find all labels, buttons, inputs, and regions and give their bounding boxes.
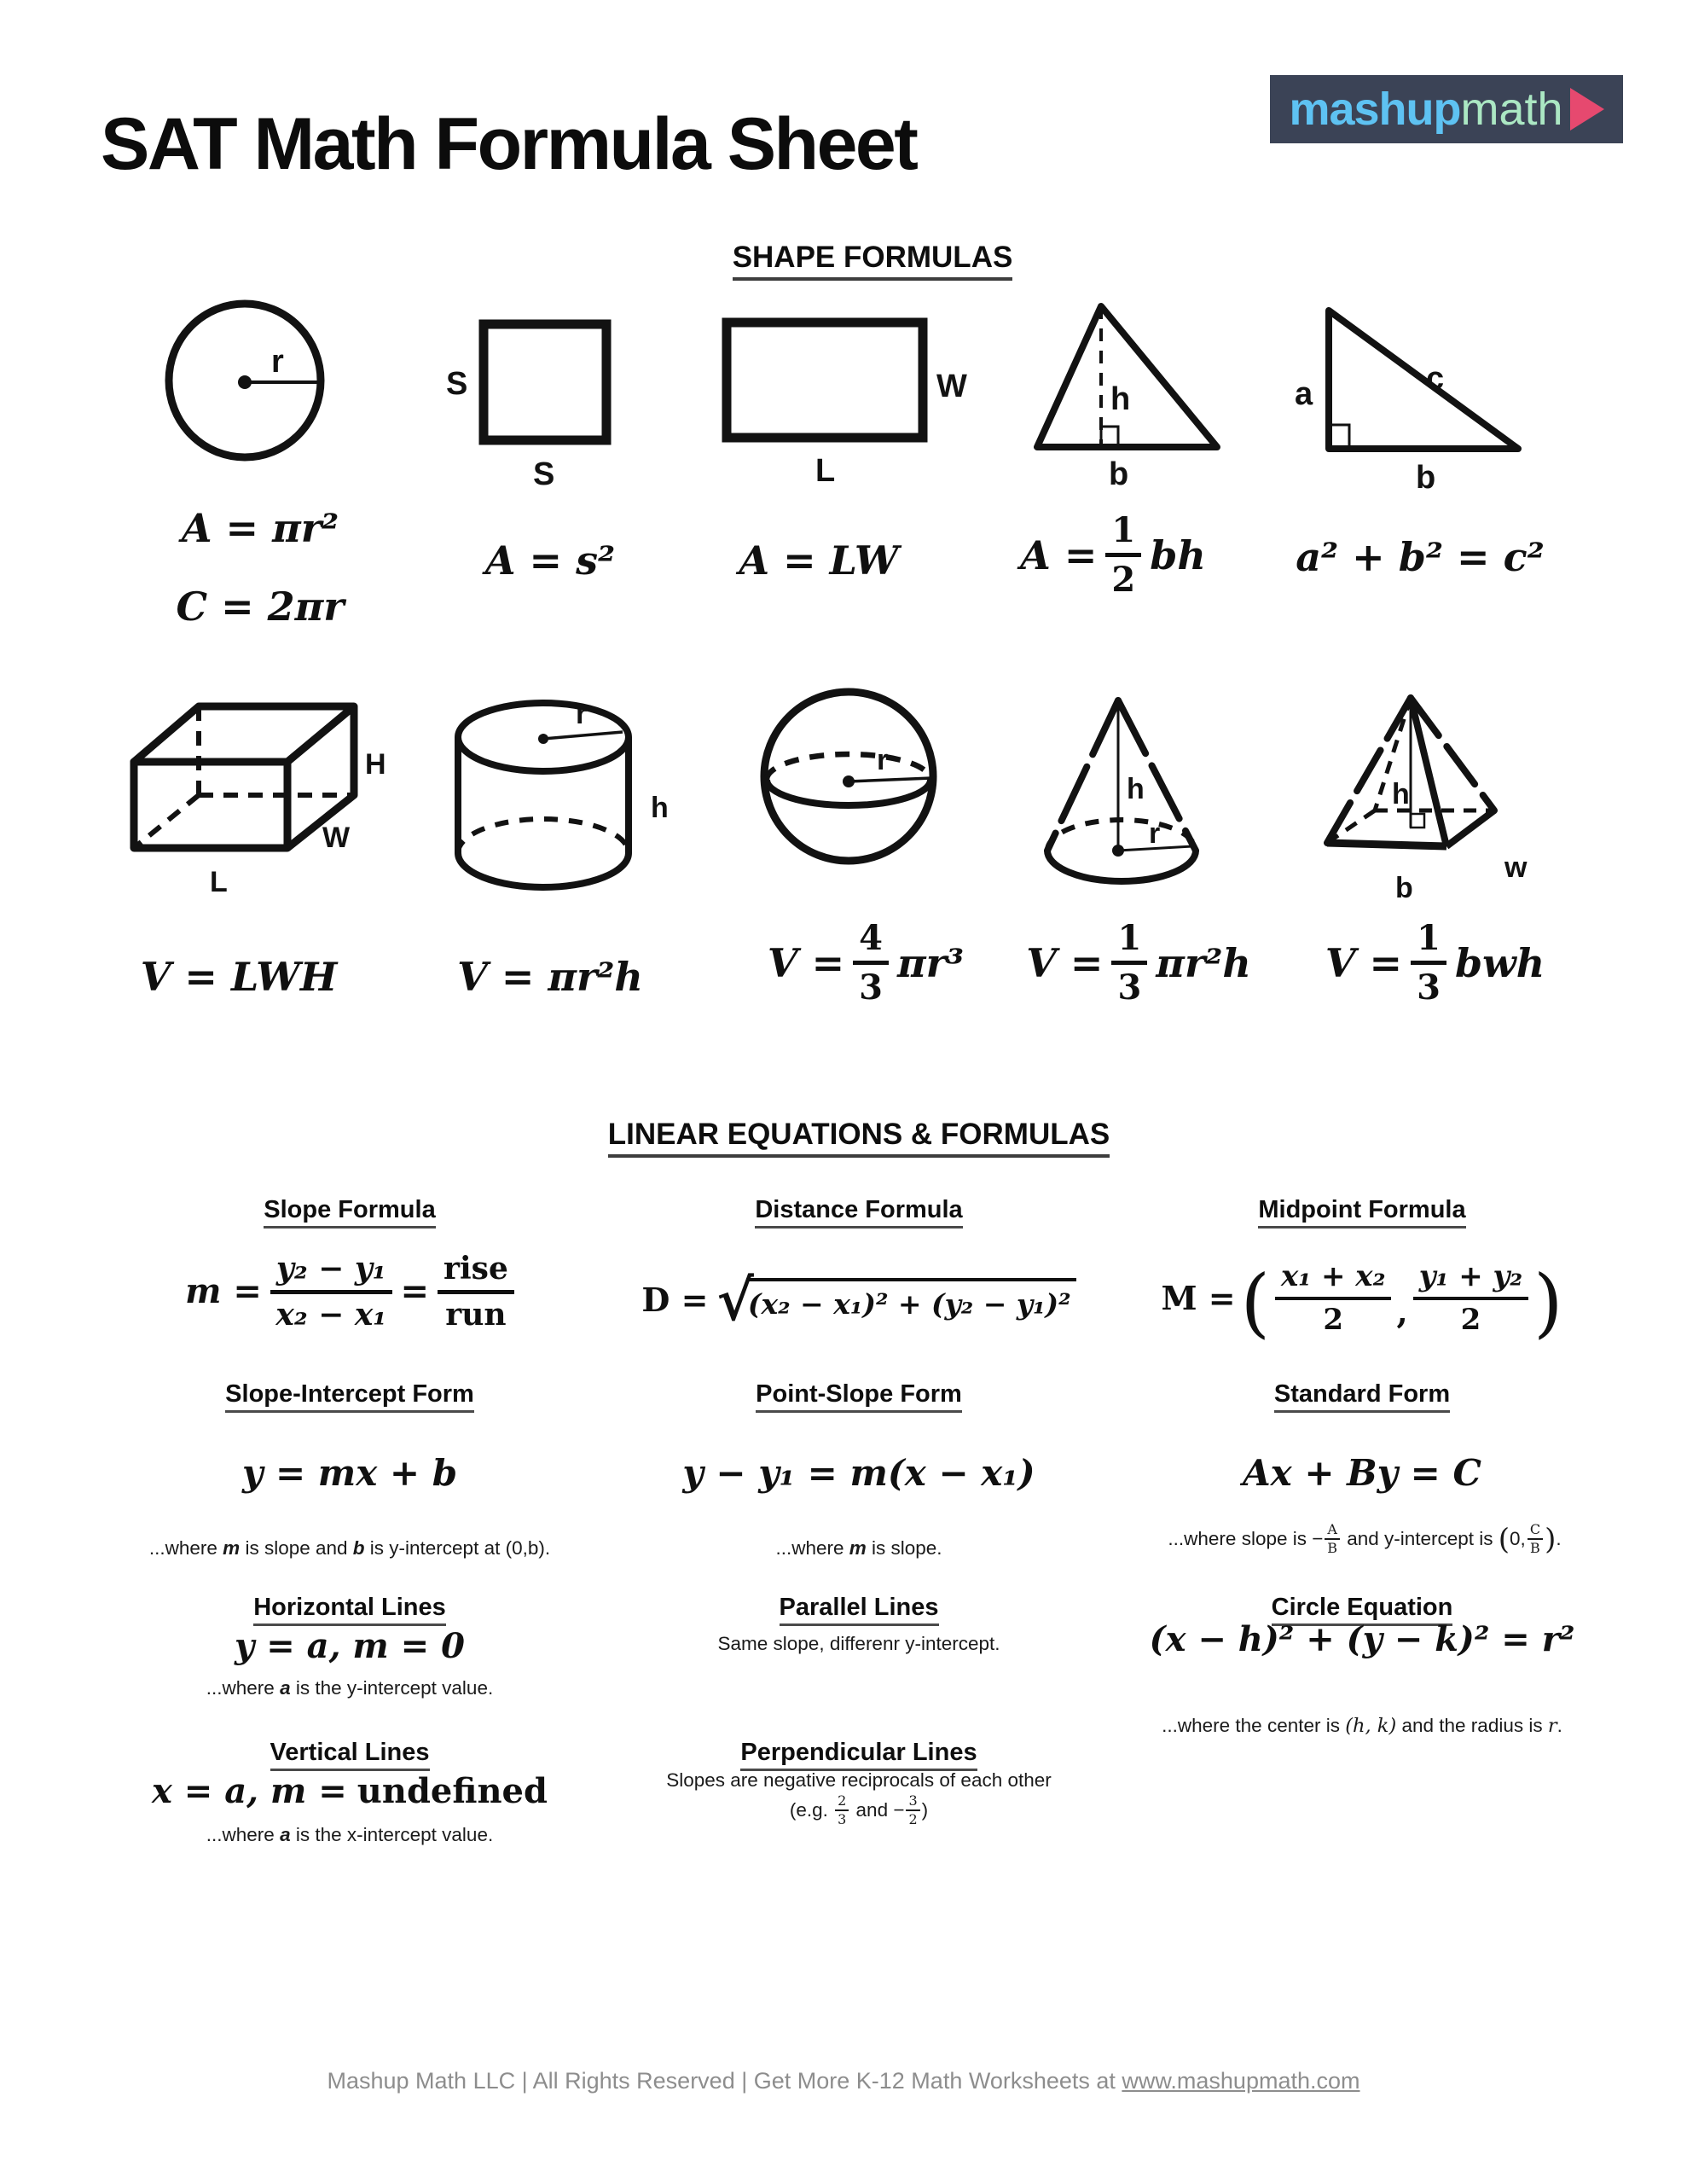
horizontal-lines-formula: y = a, m = 0 [235, 1626, 465, 1666]
point-slope-form-title: Point-Slope Form [603, 1380, 1115, 1413]
distance-formula-title: Distance Formula [603, 1196, 1115, 1228]
pyramid-width-label: w [1504, 851, 1528, 884]
perpendicular-lines-example: (e.g. $\frac{2}{3}$ and − $\frac{3}{2}$ ) [789, 1792, 929, 1827]
logo-text-math: math [1460, 84, 1563, 135]
one-third-fraction: $\frac{1}{3}$ [1111, 920, 1147, 1006]
footer [0, 2068, 1687, 2094]
standard-form-formula: Ax + By = C [1243, 1452, 1481, 1494]
rectangular-prism-shape [128, 695, 414, 900]
cone-radius-label: r [1149, 817, 1161, 850]
midpoint-y-fraction: $\frac{\text{y₁ + y₂}}{2}$ [1413, 1261, 1528, 1335]
circle-area-formula: A = πr² [181, 505, 339, 551]
c-over-b-fraction: $\frac{C}{B}$ [1528, 1523, 1543, 1555]
one-third-fraction: $\frac{1}{3}$ [1411, 920, 1446, 1006]
distance-formula: D = √ (x₂ − x₁)² + (y₂ − y₁)² [603, 1278, 1115, 1322]
circle-radius-label: r [271, 344, 284, 380]
triangle-area-formula: A = $\frac{1}{2}$ bh [1020, 510, 1206, 601]
cylinder-shape [448, 693, 687, 906]
midpoint-formula: M = ( $\frac{\text{x₁ + x₂}}{2}$ , $\frac{\text{y₁ + y₂}}{2}$ ) [1161, 1258, 1563, 1347]
slope-formula: m = $\frac{\text{y₂ − y₁}}{\text{x₂ − x₁}}$ = $\frac{\text{rise}}{\text{run}}$ [94, 1252, 606, 1332]
rectangle-width-label: W [936, 369, 967, 404]
right-triangle-base-label: b [1416, 460, 1436, 496]
four-thirds-fraction: $\frac{4}{3}$ [853, 920, 889, 1006]
vertical-lines-title: Vertical Lines [94, 1739, 606, 1771]
perpendicular-lines-note: Slopes are negative reciprocals of each other [666, 1769, 1052, 1791]
standard-form-title: Standard Form [1106, 1380, 1618, 1413]
sphere-shape [751, 681, 951, 877]
point-slope-formula: y − y₁ = m(x − x₁) [682, 1452, 1035, 1494]
parallel-lines-title: Parallel Lines [603, 1594, 1115, 1626]
midpoint-x-fraction: $\frac{\text{x₁ + x₂}}{2}$ [1275, 1261, 1392, 1335]
mashupmath-logo [1270, 75, 1623, 143]
perpendicular-lines-title: Perpendicular Lines [603, 1739, 1115, 1771]
pyramid-volume-formula: V = $\frac{1}{3}$ bwh [1325, 918, 1545, 1008]
sphere-radius-label: r [877, 744, 889, 776]
cylinder-radius-label: r [576, 698, 588, 730]
slope-delta-fraction: $\frac{\text{y₂ − y₁}}{\text{x₂ − x₁}}$ [270, 1252, 392, 1332]
cylinder-volume-formula: V = πr²h [457, 954, 643, 1000]
rectangle-shape [716, 314, 972, 489]
slope-intercept-note: ...where m is slope and b is y-intercept at (0,b). [148, 1537, 551, 1559]
three-halves-fraction: $\frac{3}{2}$ [906, 1794, 919, 1827]
two-thirds-fraction: $\frac{2}{3}$ [835, 1794, 849, 1827]
one-half-fraction: $\frac{1}{2}$ [1105, 512, 1141, 598]
square-side-label-left: S [446, 366, 468, 402]
midpoint-formula-title: Midpoint Formula [1106, 1196, 1618, 1228]
standard-form-note: ...where slope is − $\frac{A}{B}$ and y-intercept is (0, $\frac{C}{B}$ ). [1168, 1521, 1562, 1557]
cone-shape [1036, 688, 1215, 905]
right-triangle-shape [1271, 299, 1531, 499]
prism-length-label: L [210, 866, 228, 898]
slope-intercept-form-title: Slope-Intercept Form [94, 1380, 606, 1413]
square-root-radical: √ (x₂ − x₁)² + (y₂ − y₁)² [716, 1278, 1075, 1322]
right-triangle-hypotenuse-label: c [1426, 361, 1445, 397]
parallel-lines-note: Same slope, differenr y-intercept. [717, 1633, 1000, 1654]
footer-text: Mashup Math LLC | All Rights Reserved | Get More K-12 Math Worksheets at [327, 2068, 1122, 2094]
triangle-base-label: b [1109, 456, 1129, 491]
cylinder-height-label: h [651, 792, 669, 824]
circle-equation-formula: (x − h)² + (y − k)² = r² [1149, 1619, 1575, 1659]
horizontal-lines-title: Horizontal Lines [94, 1594, 606, 1626]
circle-shape [162, 297, 333, 464]
footer-link[interactable]: www.mashupmath.com [1122, 2068, 1360, 2094]
linear-equations-heading: LINEAR EQUATIONS & FORMULAS [15, 1118, 1687, 1158]
pyramid-height-label: h [1392, 778, 1410, 810]
rectangle-area-formula: A = LW [739, 537, 899, 584]
square-shape [439, 316, 618, 491]
vertical-lines-formula: x = a, m = undefined [152, 1771, 548, 1811]
triangle-height-label: h [1110, 381, 1131, 417]
circle-equation-note: ...where the center is (h, k) and the radius is r. [1162, 1715, 1562, 1737]
cone-height-label: h [1127, 773, 1145, 805]
circle-equation-title: Circle Equation [1106, 1594, 1618, 1626]
vertical-lines-note: ...where a is the x-intercept value. [206, 1824, 494, 1845]
prism-volume-formula: V = LWH [140, 954, 338, 1000]
cone-volume-formula: V = $\frac{1}{3}$ πr²h [1026, 918, 1251, 1008]
logo-text-mashup: mashup [1289, 84, 1461, 135]
square-side-label-bottom: S [533, 456, 555, 491]
rectangle-length-label: L [815, 453, 836, 489]
slope-formula-title: Slope Formula [94, 1196, 606, 1228]
slope-intercept-formula: y = mx + b [241, 1452, 458, 1494]
pyramid-shape [1296, 682, 1531, 913]
a-over-b-fraction: $\frac{A}{B}$ [1325, 1523, 1340, 1555]
prism-height-label: H [365, 748, 386, 781]
shape-formulas-heading: SHAPE FORMULAS [29, 241, 1687, 281]
horizontal-lines-note: ...where a is the y-intercept value. [206, 1677, 494, 1699]
rise-run-fraction: $\frac{\text{rise}}{\text{run}}$ [438, 1252, 514, 1332]
play-triangle-icon [1570, 88, 1604, 131]
circle-circumference-formula: C = 2πr [176, 584, 345, 630]
point-slope-note: ...where m is slope. [775, 1537, 942, 1559]
square-area-formula: A = s² [484, 537, 616, 584]
triangle-shape [1006, 295, 1228, 491]
pythagorean-theorem-formula: a² + b² = c² [1296, 534, 1545, 580]
sphere-volume-formula: V = $\frac{4}{3}$ πr³ [767, 918, 965, 1008]
page-title: SAT Math Formula Sheet [101, 103, 917, 185]
prism-width-label: W [322, 822, 351, 854]
pyramid-base-label: b [1395, 872, 1413, 904]
right-triangle-leg-a-label: a [1295, 376, 1313, 412]
